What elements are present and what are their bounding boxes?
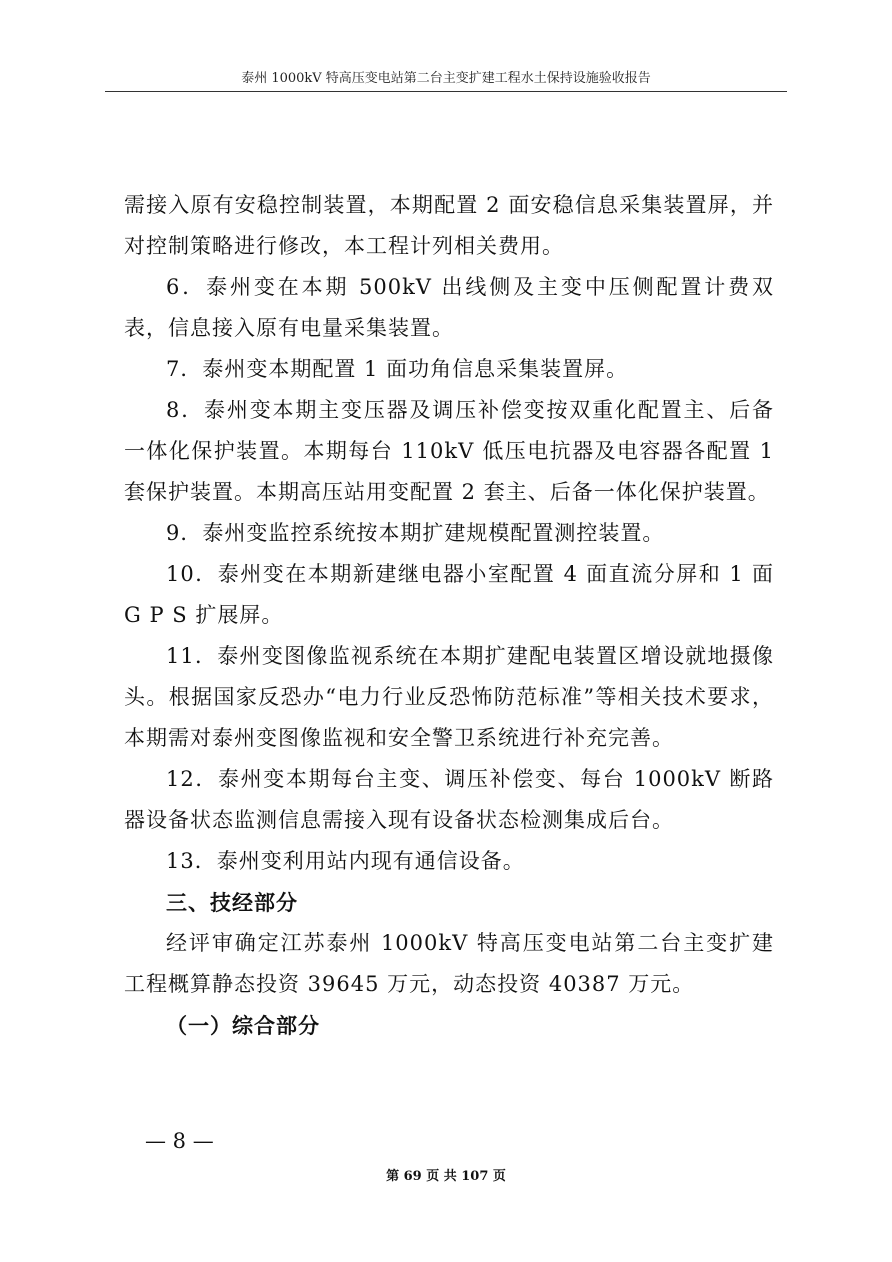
paragraph: 13．泰州变利用站内现有通信设备。 bbox=[166, 849, 525, 873]
header-divider bbox=[105, 91, 787, 92]
paragraph: 7．泰州变本期配置 1 面功角信息采集装置屏。 bbox=[166, 357, 629, 381]
document-header: 泰州 1000kV 特高压变电站第二台主变扩建工程水土保持设施验收报告 bbox=[241, 71, 651, 86]
document-body bbox=[124, 185, 774, 1046]
paragraph: 经评审确定江苏泰州 1000kV 特高压变电站第二台主变扩建工程概算静态投资 39645 万元，动态投资 40387 万元。 bbox=[124, 931, 774, 996]
subsection-heading: （一）综合部分 bbox=[166, 1013, 320, 1038]
paragraph: 8．泰州变本期主变压器及调压补偿变按双重化配置主、后备一体化保护装置。本期每台 110kV 低压电抗器及电容器各配置 1 套保护装置。本期高压站用变配置 2 套主、后备一体化保护装置。 bbox=[124, 398, 774, 504]
paragraph: 9．泰州变监控系统按本期扩建规模配置测控装置。 bbox=[166, 521, 665, 545]
page-footer: 第 69 页 共 107 页 bbox=[386, 1169, 506, 1184]
page-number: — 8 — bbox=[145, 1129, 214, 1153]
paragraph: 12．泰州变本期每台主变、调压补偿变、每台 1000kV 断路器设备状态监测信息需接入现有设备状态检测集成后台。 bbox=[124, 767, 774, 832]
paragraph: 11．泰州变图像监视系统在本期扩建配电装置区增设就地摄像头。根据国家反恐办“电力行业反恐怖防范标准”等相关技术要求，本期需对泰州变图像监视和安全警卫系统进行补充完善。 bbox=[124, 644, 774, 750]
paragraph: 需接入原有安稳控制装置，本期配置 2 面安稳信息采集装置屏，并对控制策略进行修改，本工程计列相关费用。 bbox=[124, 193, 774, 258]
paragraph: 10．泰州变在本期新建继电器小室配置 4 面直流分屏和 1 面 G P S 扩展屏。 bbox=[124, 562, 774, 627]
section-heading: 三、技经部分 bbox=[166, 890, 298, 915]
paragraph: 6．泰州变在本期 500kV 出线侧及主变中压侧配置计费双表，信息接入原有电量采集装置。 bbox=[124, 275, 774, 340]
